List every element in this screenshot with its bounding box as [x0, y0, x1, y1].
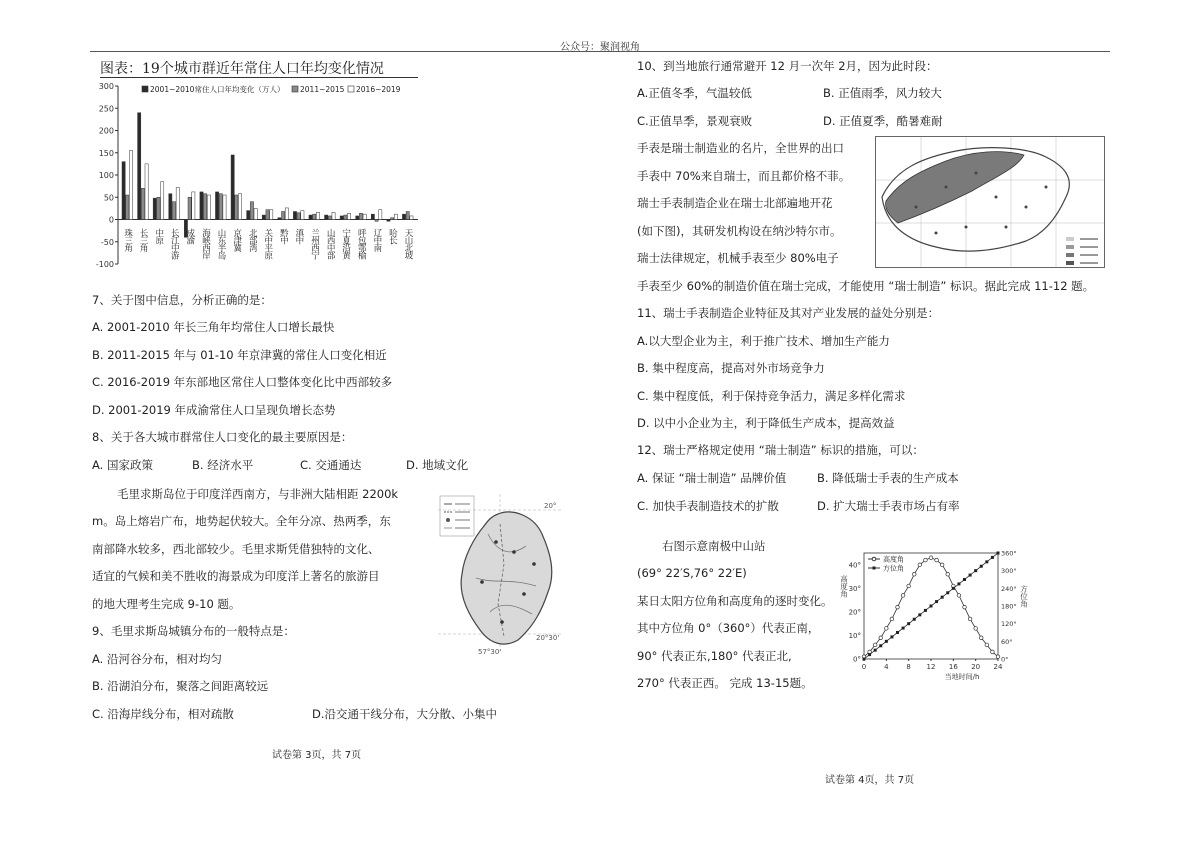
bar: [223, 195, 226, 219]
bar: [356, 216, 359, 220]
azimuth-point: [885, 640, 888, 643]
azimuth-point: [969, 574, 972, 577]
q11-stem: 11、瑞士手表制造企业特征及其对产业发展的益处分别是：: [637, 306, 940, 320]
bar: [145, 164, 148, 220]
q10-option-b[interactable]: B. 正值雨季，风力较大: [823, 86, 942, 100]
azimuth-point: [946, 591, 949, 594]
bar-chart: [92, 80, 422, 272]
y-right-axis-label: 方位角: [1019, 585, 1029, 608]
q8-option-c[interactable]: C. 交通通达: [300, 458, 362, 472]
y-left-tick-label: 20°: [848, 608, 861, 617]
q9-option-d[interactable]: D.沿交通干线分布，大分散、小集中: [312, 707, 498, 721]
map-lat-label: 20°: [544, 502, 557, 510]
bar: [176, 187, 179, 219]
bar: [207, 195, 210, 219]
x-axis-label: 当地时间/h: [944, 673, 980, 681]
q8-option-d[interactable]: D. 地域文化: [406, 458, 469, 472]
azimuth-point: [924, 609, 927, 612]
altitude-point: [879, 636, 883, 640]
bar: [141, 188, 144, 219]
altitude-point: [890, 617, 894, 621]
bar: [316, 212, 319, 219]
q12-option-c[interactable]: C. 加快手表制造技术的扩散: [637, 499, 779, 513]
legend-marker: [872, 557, 876, 561]
azimuth-point: [980, 565, 983, 568]
category-label: 宁夏沿黄: [340, 228, 351, 259]
bar: [250, 202, 253, 220]
azimuth-point: [974, 569, 977, 572]
category-label: 山东半岛: [216, 228, 227, 259]
bar: [344, 215, 347, 219]
q9-option-c[interactable]: C. 沿海岸线分布，相对疏散: [92, 707, 234, 721]
category-label: 中原: [153, 228, 164, 244]
q8-option-b[interactable]: B. 经济水平: [192, 458, 254, 472]
bar: [325, 215, 328, 219]
legend-label: 高度角: [883, 555, 904, 564]
bar: [254, 208, 257, 219]
azimuth-point: [935, 600, 938, 603]
azimuth-point: [957, 582, 960, 585]
bar: [328, 216, 331, 220]
mauritius-map: [438, 494, 568, 659]
bar: [204, 194, 207, 220]
altitude-point: [912, 572, 916, 576]
bar: [235, 195, 238, 219]
category-label: 辽中南: [371, 228, 382, 251]
passage-swiss-3: 瑞士手表制造企业在瑞士北部遍地开花: [637, 196, 833, 210]
y-right-tick-label: 60°: [1001, 637, 1013, 646]
sun-angle-chart: [838, 545, 1032, 682]
q11-option-c[interactable]: C. 集中程度低，利于保持竞争活力，满足多样化需求: [637, 389, 906, 403]
bar: [231, 155, 234, 220]
passage-swiss-2: 手表中 70%来自瑞士，而且都价格不菲。: [637, 169, 851, 183]
q8-option-a[interactable]: A. 国家政策: [92, 458, 153, 472]
category-label: 山西中部: [325, 228, 336, 259]
passage-antarctic-1: 右图示意南极中山站: [662, 539, 766, 553]
passage-mauritius-1: 毛里求斯岛位于印度洋西南方，与非洲大陆相距 2200k: [117, 487, 399, 501]
altitude-point: [907, 584, 911, 588]
bar: [262, 215, 265, 219]
azimuth-point: [963, 578, 966, 581]
bar: [285, 208, 288, 220]
passage-swiss-4: (如下图)，其研发机构设在纳沙特尔市。: [637, 224, 842, 238]
y-right-tick-label: 180°: [1001, 602, 1017, 611]
passage-swiss-1: 手表是瑞士制造业的名片，全世界的出口: [637, 141, 844, 155]
bar: [129, 151, 132, 220]
y-tick-label: 200: [98, 126, 114, 136]
altitude-point: [991, 650, 995, 654]
legend-label: 2016~2019: [356, 85, 401, 94]
bar: [278, 218, 281, 220]
x-tick-label: 0: [861, 663, 867, 671]
y-tick-label: 250: [98, 104, 114, 114]
q10-option-a[interactable]: A.正值冬季，气温较低: [637, 86, 752, 100]
bar: [172, 202, 175, 220]
bar: [348, 213, 351, 219]
azimuth-point: [913, 618, 916, 621]
passage-antarctic-4: 其中方位角 0°（360°）代表正南，: [637, 621, 820, 635]
header-channel: 公众号：聚润视角: [560, 42, 640, 53]
category-label: 黔中: [278, 228, 289, 244]
legend-swatch: [142, 86, 148, 92]
mauritius-island-outline: [461, 512, 552, 644]
bar: [359, 213, 362, 219]
passage-mauritius-5: 的地大理考生完成 9-10 题。: [92, 597, 241, 611]
category-label: 天山北坡: [402, 228, 413, 259]
bar: [153, 198, 156, 219]
legend-label: 2001~2010常住人口年均变化（万人）: [150, 85, 285, 94]
category-label: 海峡西岸: [200, 228, 211, 259]
passage-swiss-6: 手表至少 60%的制造价值在瑞士完成，才能使用 “瑞士制造” 标识。据此完成 11-12 题。: [637, 279, 1095, 293]
bar: [270, 210, 273, 220]
q12-option-b[interactable]: B. 降低瑞士手表的生产成本: [817, 471, 959, 485]
bar: [126, 195, 129, 219]
legend-swatch: [348, 86, 354, 92]
footer-page-4: 试卷第 4页，共 7页: [825, 775, 915, 786]
altitude-point: [896, 605, 900, 609]
bar: [332, 212, 335, 219]
altitude-point: [885, 627, 889, 631]
q12-option-a[interactable]: A. 保证 “瑞士制造” 品牌价值: [637, 471, 787, 485]
x-tick-label: 8: [906, 663, 911, 671]
passage-antarctic-6: 270° 代表正西。 完成 13-15题。: [637, 676, 813, 690]
bar: [293, 211, 296, 219]
azimuth-point: [879, 644, 882, 647]
category-label: 哈长: [387, 228, 398, 244]
bar: [375, 220, 378, 222]
altitude-point: [873, 643, 877, 647]
bar: [247, 211, 250, 220]
bar: [301, 211, 304, 220]
chart-title: 图表：19个城市群近年常住人口年均变化情况: [100, 61, 384, 77]
q10-stem: 10、到当地旅行通常避开 12 月一次年 2月，因为此时段：: [637, 59, 938, 73]
q10-option-d[interactable]: D. 正值夏季，酷暑难耐: [823, 114, 943, 128]
bar: [219, 194, 222, 220]
legend-label: 方位角: [883, 564, 904, 573]
category-label: 兰州西宁: [309, 228, 320, 259]
altitude-point: [946, 572, 950, 576]
y-right-tick-label: 240°: [1001, 584, 1017, 593]
passage-mauritius-2: m。岛上熔岩广布，地势起伏较大。全年分凉、热两季，东: [92, 514, 391, 528]
y-tick-label: -100: [95, 260, 114, 269]
x-tick-label: 16: [948, 663, 958, 671]
q11-option-a[interactable]: A.以大型企业为主，利于推广技术、增加生产能力: [637, 334, 890, 348]
azimuth-point: [874, 649, 877, 652]
bar: [363, 214, 366, 219]
bar: [309, 215, 312, 219]
y-left-tick-label: 30°: [848, 584, 861, 593]
y-tick-label: 50: [103, 193, 114, 203]
azimuth-point: [890, 635, 893, 638]
bar: [192, 192, 195, 220]
y-tick-label: -50: [100, 237, 114, 247]
azimuth-point: [930, 605, 933, 608]
header-divider: [90, 51, 1110, 52]
y-left-axis-label: 高度角: [839, 575, 849, 598]
q7-option-a[interactable]: A. 2001-2010 年长三角年均常住人口增长最快: [92, 320, 335, 334]
altitude-point: [996, 655, 1000, 659]
q9-option-b[interactable]: B. 沿湖泊分布，聚落之间距离较远: [92, 679, 269, 693]
category-label: 珠三角: [122, 228, 133, 251]
q8-stem: 8、关于各大城市群常住人口变化的最主要原因是：: [92, 430, 353, 444]
altitude-point: [979, 636, 983, 640]
azimuth-point: [941, 596, 944, 599]
footer-page-3: 试卷第 3页，共 7页: [272, 750, 362, 761]
altitude-point: [929, 556, 933, 560]
legend-swatch: [292, 86, 298, 92]
legend-marker: [873, 567, 876, 570]
y-left-tick-label: 40°: [848, 561, 861, 570]
bar: [379, 210, 382, 220]
q10-option-c[interactable]: C.正值旱季，景观衰败: [637, 114, 753, 128]
bar: [406, 211, 409, 219]
azimuth-point: [952, 587, 955, 590]
passage-mauritius-4: 适宜的气候和美不胜收的海景成为印度洋上著名的旅游目: [92, 569, 380, 583]
azimuth-point: [907, 622, 910, 625]
bar: [138, 113, 141, 220]
bar: [371, 214, 374, 219]
altitude-point: [901, 594, 905, 598]
azimuth-point: [985, 560, 988, 563]
chart-title-rule: [100, 77, 418, 78]
azimuth-point: [902, 627, 905, 630]
altitude-point: [968, 617, 972, 621]
azimuth-point: [896, 631, 899, 634]
bar: [157, 197, 160, 219]
bar: [297, 213, 300, 220]
bar: [238, 194, 241, 220]
altitude-point: [935, 558, 939, 562]
passage-antarctic-5: 90° 代表正东,180° 代表正北,: [637, 649, 792, 663]
y-right-tick-label: 0°: [1001, 655, 1009, 664]
bar: [266, 210, 269, 220]
azimuth-point: [997, 552, 1000, 555]
map-legend: [440, 496, 474, 536]
y-tick-label: 300: [98, 82, 114, 91]
category-label: 关中平原: [262, 228, 273, 259]
bar: [188, 197, 191, 219]
azimuth-point: [868, 653, 871, 656]
altitude-point: [940, 563, 944, 567]
altitude-point: [918, 563, 922, 567]
category-label: 北部湾: [247, 228, 258, 251]
y-right-tick-label: 360°: [1001, 549, 1017, 558]
q7-option-b[interactable]: B. 2011-2015 年与 01-10 年京津冀的常住人口变化相近: [92, 348, 387, 362]
legend-label: 2011~2015: [300, 85, 345, 94]
y-right-tick-label: 120°: [1001, 620, 1017, 629]
azimuth-point: [918, 613, 921, 616]
x-tick-label: 20: [971, 663, 981, 671]
category-label: 长三角: [138, 228, 149, 251]
q7-stem: 7、关于图中信息，分析正确的是：: [92, 293, 272, 307]
bar: [340, 216, 343, 220]
map-lon-label: 57°30': [478, 648, 502, 656]
bar: [161, 182, 164, 220]
q11-option-b[interactable]: B. 集中程度高，提高对外市场竞争力: [637, 361, 825, 375]
bar: [313, 214, 316, 219]
passage-swiss-5: 瑞士法律规定，机械手表至少 80%电子: [637, 251, 839, 265]
y-tick-label: 0: [108, 215, 114, 225]
x-tick-label: 12: [926, 663, 936, 671]
y-tick-label: 100: [98, 171, 114, 180]
passage-antarctic-3: 某日太阳方位角和高度角的逐时变化。: [637, 594, 833, 608]
bar: [410, 216, 413, 220]
q11-option-d[interactable]: D. 以中小企业为主，利于降低生产成本，提高效益: [637, 416, 895, 430]
x-tick-label: 24: [993, 663, 1003, 671]
q9-stem: 9、毛里求斯岛城镇分布的一般特点是：: [92, 624, 295, 638]
switzerland-map: [875, 136, 1105, 268]
category-label: 滇中: [293, 228, 304, 244]
q7-option-c[interactable]: C. 2016-2019 年东部地区常住人口整体变化比中西部较多: [92, 375, 393, 389]
x-tick-label: 4: [884, 663, 889, 671]
bar: [402, 214, 405, 219]
q12-stem: 12、瑞士严格规定使用 “瑞士制造” 标识的措施，可以：: [637, 443, 924, 457]
category-label: 京津冀: [231, 228, 242, 251]
azimuth-point: [863, 658, 866, 661]
passage-mauritius-3: 南部降水较多，西北部较少。毛里求斯凭借独特的文化、: [92, 542, 380, 556]
altitude-point: [974, 627, 978, 631]
bar: [394, 214, 397, 219]
passage-antarctic-2: (69° 22′S,76° 22′E): [637, 566, 747, 580]
y-left-tick-label: 10°: [848, 631, 861, 640]
category-label: 呼包鄂榆: [356, 228, 367, 259]
altitude-point: [957, 594, 961, 598]
altitude-point: [924, 558, 928, 562]
y-left-tick-label: 0°: [853, 655, 861, 664]
q12-option-d[interactable]: D. 扩大瑞士手表市场占有率: [817, 499, 960, 513]
bar: [387, 220, 390, 222]
azimuth-point: [991, 556, 994, 559]
category-label: 长江中游: [169, 228, 180, 259]
altitude-point: [963, 605, 967, 609]
bar: [215, 192, 218, 220]
bar: [122, 162, 125, 220]
bar: [281, 211, 284, 219]
bar: [200, 192, 203, 220]
category-label: 成渝: [184, 228, 195, 244]
bar: [391, 218, 394, 220]
q7-option-d[interactable]: D. 2001-2019 年成渝常住人口呈现负增长态势: [92, 403, 336, 417]
map-lat2-label: 20°30': [536, 634, 560, 642]
altitude-point: [985, 643, 989, 647]
bar: [169, 194, 172, 220]
y-tick-label: 150: [98, 148, 114, 158]
y-right-tick-label: 300°: [1001, 567, 1017, 576]
q9-option-a[interactable]: A. 沿河谷分布，相对均匀: [92, 652, 222, 666]
